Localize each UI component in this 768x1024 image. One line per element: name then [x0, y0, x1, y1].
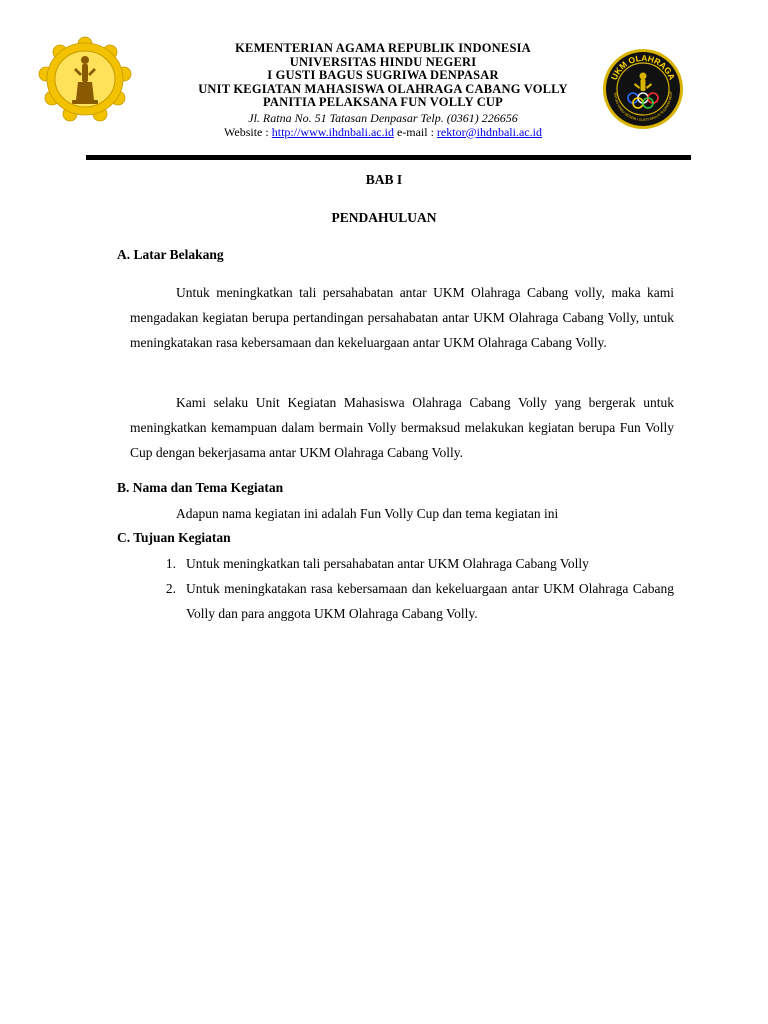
address: Jl. Ratna No. 51 Tatasan Denpasar Telp. (0361) 226656 [248, 110, 518, 125]
list-item: Untuk meningkatakan rasa kebersamaan dan kekeluargaan antar UKM Olahraga Cabang Volly dan para anggota UKM Olahraga Cabang Volly. [186, 581, 674, 621]
list-item-number: 2. [165, 581, 176, 596]
letterhead [150, 42, 616, 140]
section-a-paragraph-2: Kami selaku Unit Kegiatan Mahasiswa Olahraga Cabang Volly yang bergerak untuk meningkatkan kemampuan dalam bermain Volly bermaksud melakukan kegiatan berupa Fun Volly Cup dengan bekerjasama antar UKM Olahraga Cabang Volly. [130, 395, 674, 460]
chapter-title: PENDAHULUAN [331, 210, 437, 225]
list-item-number: 1. [165, 556, 176, 571]
section-c-heading: C. Tujuan Kegiatan [117, 530, 231, 545]
ministry-name: KEMENTERIAN AGAMA REPUBLIK INDONESIA [235, 41, 531, 55]
letterhead-divider [86, 155, 691, 160]
ukm-olahraga-logo [602, 48, 684, 130]
university-emblem-logo [32, 34, 138, 122]
section-a-heading: A. Latar Belakang [117, 247, 224, 262]
website-link[interactable]: http://www.ihdnbali.ac.id [271, 124, 394, 139]
contact-line [150, 125, 616, 140]
email-label: e-mail : [396, 124, 434, 139]
svg-text:UKM OLAHRAGA: UKM OLAHRAGA [608, 52, 678, 82]
committee-name: PANITIA PELAKSANA FUN VOLLY CUP [262, 95, 503, 109]
university-name: UNIVERSITAS HINDU NEGERI [289, 54, 477, 69]
email-link[interactable]: rektor@ihdnbali.ac.id [436, 124, 542, 139]
website-label: Website : [224, 124, 269, 139]
list-item: Untuk meningkatkan tali persahabatan antar UKM Olahraga Cabang Volly [186, 556, 589, 571]
unit-name: UNIT KEGIATAN MAHASISWA OLAHRAGA CABANG VOLLY [198, 81, 568, 96]
section-b-heading: B. Nama dan Tema Kegiatan [117, 480, 284, 495]
chapter-number: BAB I [365, 172, 403, 187]
university-subname: I GUSTI BAGUS SUGRIWA DENPASAR [267, 68, 499, 82]
section-b-text: Adapun nama kegiatan ini adalah Fun Volly Cup dan tema kegiatan ini [176, 506, 559, 521]
section-a-paragraph-1: Untuk meningkatkan tali persahabatan antar UKM Olahraga Cabang volly, maka kami mengadakan kegiatan berupa pertandingan persahabatan antar UKM Olahraga Cabang Volly, untuk meningkatakan rasa kebersamaan dan kekeluargaan antar UKM Olahraga Cabang Volly. [130, 285, 674, 350]
svg-text:UNIVERSITAS HINDU NEGERI I GUS: RSITAS HINDU NEGERI I GUSTI BAGUS SUGRIWA DENP [612, 91, 674, 123]
